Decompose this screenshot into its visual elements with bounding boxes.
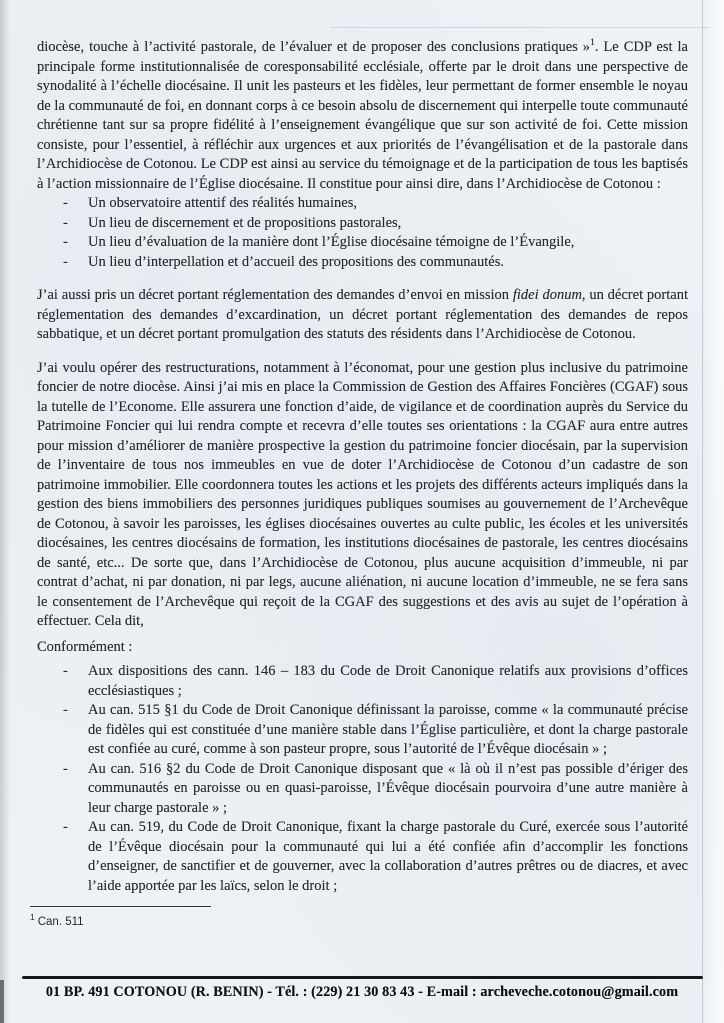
footer-divider [22, 976, 703, 979]
scan-right-edge-line [702, 0, 703, 1023]
list-item-text: Au can. 519, du Code de Droit Canonique, fixant la charge pastorale du Curé, exercée sous l’autorité de l’Évêque diocésain pour la communauté qui lui a été confiée afin d’accomplir les fonctions d’enseigner, de sanctifier et de gouverner, avec la collaboration d’autres prêtres ou de diacres, et avec l’aide apportée par les laïcs, selon le droit ; [88, 819, 688, 894]
dash-bullet: - [63, 234, 68, 250]
list-item-text: Un lieu de discernement et de propositions pastorales, [88, 214, 402, 231]
list-item-text: Un observatoire attentif des réalités humaines, [88, 195, 357, 211]
list-item [37, 818, 688, 896]
paragraph-cdp [37, 38, 688, 194]
paragraph-decrets-text: J’ai aussi pris un décret portant réglementation des demandes d’envoi en mission [37, 287, 513, 303]
footnote-reference-1: 1 [590, 38, 595, 49]
dash-bullet: - [63, 214, 68, 231]
footnote-divider [30, 906, 211, 907]
list-item [37, 701, 688, 760]
paragraph-decrets-text-continued: , un décret portant réglementation des demandes d’excardination, un décret portant réglementation des demandes de repos sabbatique, et un décret portant promulgation des statuts des résidents dans l’Archidiocèse de Cotonou. [37, 287, 688, 342]
dash-bullet: - [63, 663, 68, 679]
footnote [30, 912, 460, 928]
list-item-text: Un lieu d’évaluation de la manière dont l’Église diocésaine témoigne de l’Évangile, [88, 234, 575, 250]
paragraph-cgaf: J’ai voulu opérer des restructurations, notamment à l’économat, pour une gestion plus inclusive du patrimoine foncier de notre diocèse. Ainsi j’ai mis en place la Commission de Gestion des Affaires Foncières (CGAF) sous la tutelle de l’Econome. Elle assurera une fonction d’aide, de vigilance et de coordination auprès du Service du Patrimoine Foncier qui lui rendra compte et recevra d’elle toutes ses orientations : la CGAF aura entre autres pour mission d’améliorer de manière prospective la gestion du patrimoine foncier diocésain, par la supervision de l’inventaire de tous nos immeubles en vue de doter l’Archidiocèse de Cotonou d’un cadastre de son patrimoine immobilier. Elle coordonnera toutes les actions et les projets des différents acteurs impliqués dans la gestion des biens immobiliers des personnes juridiques publiques soumises au gouvernement de l’Archevêque de Cotonou, à savoir les paroisses, les églises diocésaines ouvertes au culte public, les écoles et les universités diocésaines, les centres diocésains de formation, les institutions diocésaines de pastorale, les centres diocésains de santé, etc... De sorte que, dans l’Archidiocèse de Cotonou, plus aucune acquisition d’immeuble, ni par contrat d’achat, ni par donation, ni par legs, aucune aliénation, ni aucune location d’immeuble, ne se fera sans le consentement de l’Archevêque qui reçoit de la CGAF des suggestions et des avis au sujet de l’opération à effectuer. Cela dit, [37, 359, 688, 629]
dash-bullet: - [63, 819, 68, 835]
document-body [37, 38, 688, 896]
scan-right-edge-highlight [704, 0, 724, 1023]
list-item-text: Au can. 516 §2 du Code de Droit Canonique disposant que « là où il n’est pas possible d’ériger des communautés en paroisse ou en quasi-paroisse, l’Évêque diocésain pourvoira d’une autre manière à leur charge pastorale » ; [88, 760, 688, 816]
dash-bullet: - [63, 195, 68, 211]
list-item [37, 194, 688, 214]
scan-streak-artifact [330, 27, 710, 28]
paragraph-cdp-text-continued: . Le CDP est la principale forme institutionnalisée de coresponsabilité ecclésiale, offerte par le droit dans une perspective de synodalité à l’échelle diocésaine. Il unit les pasteurs et les fidèles, leur permettant de former ensemble le noyau de la communauté de foi, en donnant corps à ce besoin absolu de discernement qui interpelle toute communauté chrétienne tant sur sa propre fidélité à l’enseignement évangélique que sur son activité de foi. Cette mission consiste, pour l’essentiel, à réfléchir aux urgences et aux priorités de l’évangélisation et de la pastorale dans l’Archidiocèse de Cotonou. Le CDP est ainsi au service du témoignage et de la participation de tous les baptisés à l’action missionnaire de l’Église diocésaine. Il constitue pour ainsi dire, dans l’Archidiocèse de Cotonou : [37, 39, 688, 192]
list-item-text: Un lieu d’interpellation et d’accueil des propositions des communautés. [88, 253, 504, 270]
scan-bottom-left-mark [0, 980, 4, 1023]
footnote-block [30, 906, 460, 928]
paragraph-cdp-text: diocèse, touche à l’activité pastorale, de l’évaluer et de proposer des conclusions pratiques » [37, 39, 591, 55]
canons-list [37, 662, 688, 896]
list-item [37, 233, 688, 253]
dash-bullet: - [63, 760, 68, 777]
dash-bullet: - [63, 702, 68, 718]
list-item [37, 214, 688, 234]
list-item [37, 760, 688, 819]
paragraph-decrets [37, 286, 688, 345]
list-item [37, 662, 688, 701]
list-item-text: Au can. 515 §1 du Code de Droit Canonique définissant la paroisse, comme « la communauté précise de fidèles qui est constituée d’une manière stable dans l’Église particulière, et dont la charge pastorale est confiée au curé, comme à son pasteur propre, sous l’autorité de l’Évêque diocésain » ; [88, 702, 688, 757]
footnote-marker: 1 [30, 912, 35, 922]
latin-term-fidei-donum: fidei donum [512, 287, 582, 303]
footer-contact-line: 01 BP. 491 COTONOU (R. BENIN) - Tél. : (229) 21 30 83 43 - E-mail : archeveche.cotonou@gmail.com [45, 984, 679, 1000]
cdp-roles-list [37, 194, 688, 272]
footnote-text-content: Can. 511 [37, 915, 84, 928]
list-item [37, 253, 688, 273]
list-item-text: Aux dispositions des cann. 146 – 183 du Code de Droit Canonique relatifs aux provisions d’offices ecclésiastiques ; [88, 663, 688, 699]
scan-left-edge-shadow [0, 0, 10, 1023]
conformement-heading: Conformément : [37, 638, 133, 655]
dash-bullet: - [63, 253, 68, 270]
